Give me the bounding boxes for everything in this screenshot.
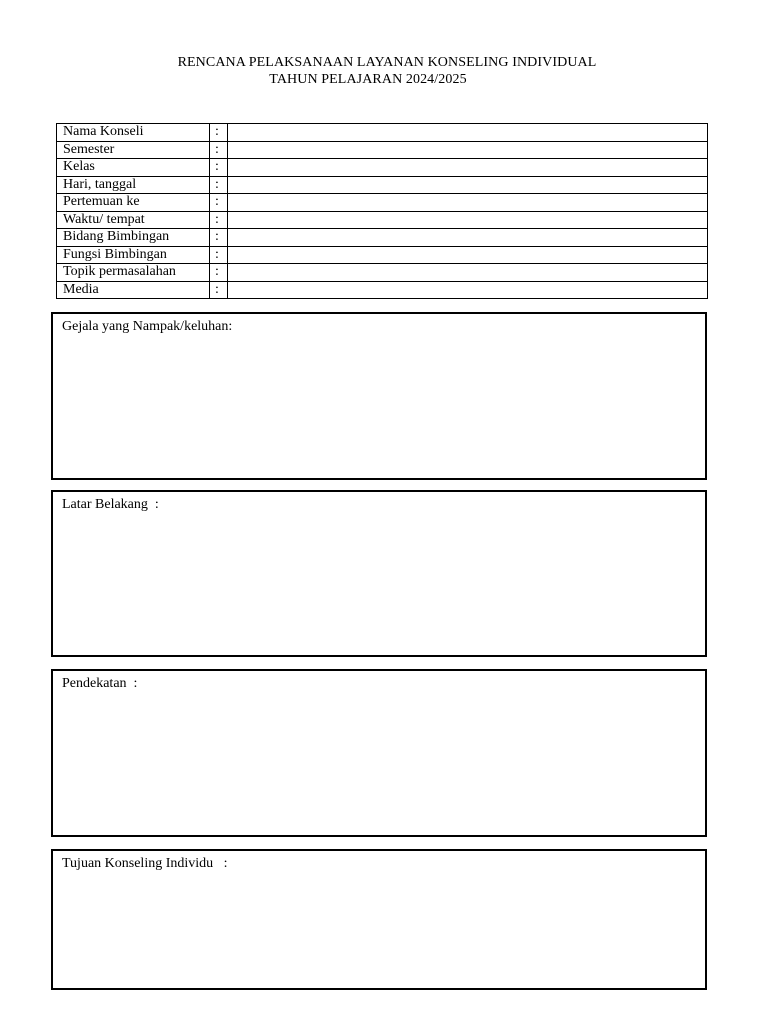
pendekatan-section-box[interactable] [51,669,707,837]
section-label: Pendekatan : [62,676,138,691]
table-row [57,281,708,299]
table-row [57,176,708,194]
section-label: Latar Belakang : [62,497,159,512]
section-label: Gejala yang Nampak/keluhan: [62,319,233,334]
table-row [57,246,708,264]
field-value-kelas[interactable] [228,159,708,177]
field-label: Bidang Bimbingan [57,229,210,247]
field-separator: : [210,246,228,264]
field-value-pertemuan-ke[interactable] [228,194,708,212]
gejala-section-box[interactable] [51,312,707,480]
field-value-media[interactable] [228,281,708,299]
field-separator: : [210,211,228,229]
field-value-topik-permasalahan[interactable] [228,264,708,282]
field-separator: : [210,264,228,282]
field-value-semester[interactable] [228,141,708,159]
field-separator: : [210,124,228,142]
field-separator: : [210,159,228,177]
field-value-hari-tanggal[interactable] [228,176,708,194]
table-row [57,124,708,142]
field-separator: : [210,176,228,194]
field-value-bidang-bimbingan[interactable] [228,229,708,247]
table-row [57,159,708,177]
table-row [57,229,708,247]
table-row [57,211,708,229]
table-row [57,194,708,212]
field-label: Topik permasalahan [57,264,210,282]
document-subtitle: TAHUN PELAJARAN 2024/2025 [269,72,467,87]
field-separator: : [210,194,228,212]
field-label: Pertemuan ke [57,194,210,212]
field-label: Kelas [57,159,210,177]
field-label: Waktu/ tempat [57,211,210,229]
document-title: RENCANA PELAKSANAAN LAYANAN KONSELING INDIVIDUAL [177,55,597,70]
field-value-nama-konseli[interactable] [228,124,708,142]
field-label: Fungsi Bimbingan [57,246,210,264]
tujuan-section-box[interactable] [51,849,707,990]
field-separator: : [210,141,228,159]
latar-belakang-section-box[interactable] [51,490,707,657]
field-label: Nama Konseli [57,124,210,142]
table-row [57,264,708,282]
field-label: Semester [57,141,210,159]
section-label: Tujuan Konseling Individu : [62,856,228,871]
field-value-waktu-tempat[interactable] [228,211,708,229]
field-label: Hari, tanggal [57,176,210,194]
student-info-table [56,123,708,299]
field-value-fungsi-bimbingan[interactable] [228,246,708,264]
table-row [57,141,708,159]
field-label: Media [57,281,210,299]
field-separator: : [210,229,228,247]
field-separator: : [210,281,228,299]
